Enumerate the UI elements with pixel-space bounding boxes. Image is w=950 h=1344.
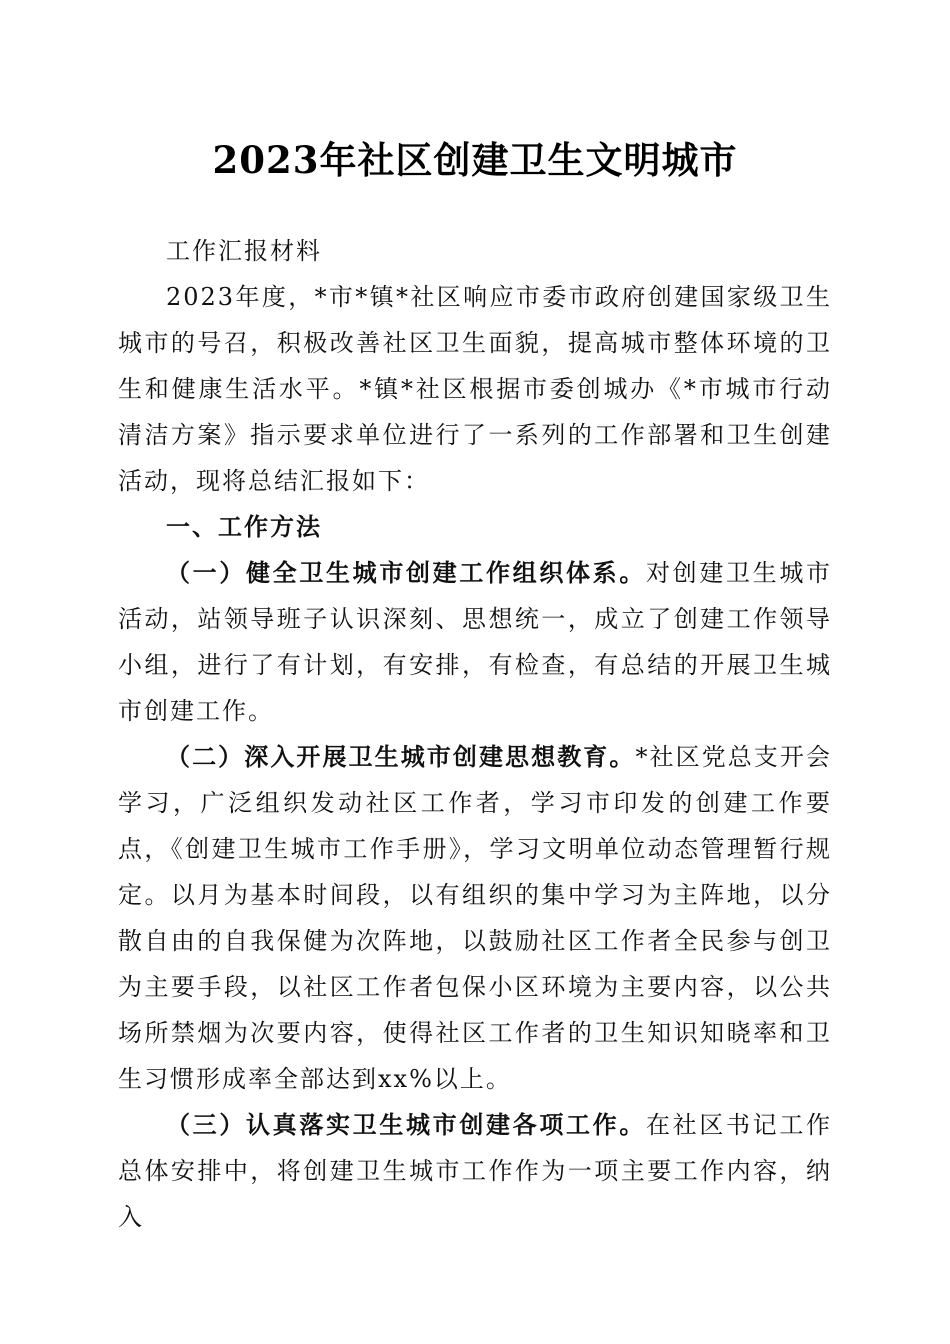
intro-paragraph: 2023年度，*市*镇*社区响应市委市政府创建国家级卫生城市的号召，积极改善社区卫生面貌，提高城市整体环境的卫生和健康生活水平。*镇*社区根据市委创城办《*市城市行动清洁方案》指示要求单位进行了一系列的工作部署和卫生创建活动，现将总结汇报如下： [118, 283, 832, 495]
document-title: 2023年社区创建卫生文明城市 [212, 138, 738, 182]
document-body [118, 228, 832, 1240]
item-body-2: *社区党总支开会学习，广泛组织发动社区工作者，学习市印发的创建工作要点，《创建卫生城市工作手册》，学习文明单位动态管理暂行规定。以月为基本时间段，以有组织的集中学习为主阵地，以分散自由的自我保健为次阵地，以鼓励社区工作者全民参与创卫为主要手段，以社区工作者包保小区环境为主要内容，以公共场所禁烟为次要内容，使得社区工作者的卫生知识知晓率和卫生习惯形成率全部达到xx%以上。 [118, 743, 833, 1093]
item-body-3: 在社区书记工作总体安排中，将创建卫生城市工作作为一项主要工作内容，纳入 [118, 1111, 832, 1231]
item-lead-3: （三）认真落实卫生城市创建各项工作。 [166, 1110, 646, 1139]
item-lead-2: （二）深入开展卫生城市创建思想教育。 [166, 742, 636, 771]
item-lead-1: （一）健全卫生城市创建工作组织体系。 [166, 558, 646, 587]
item-paragraph-1 [118, 550, 832, 734]
item-paragraph-2 [118, 734, 832, 1102]
item-body-1: 对创建卫生城市活动，站领导班子认识深刻、思想统一，成立了创建工作领导小组，进行了有计划，有安排，有检查，有总结的开展卫生城市创建工作。 [118, 559, 832, 725]
section-heading-work-methods: 一、工作方法 [166, 512, 322, 541]
document-subtitle: 工作汇报材料 [166, 237, 322, 265]
item-paragraph-3 [118, 1102, 832, 1240]
